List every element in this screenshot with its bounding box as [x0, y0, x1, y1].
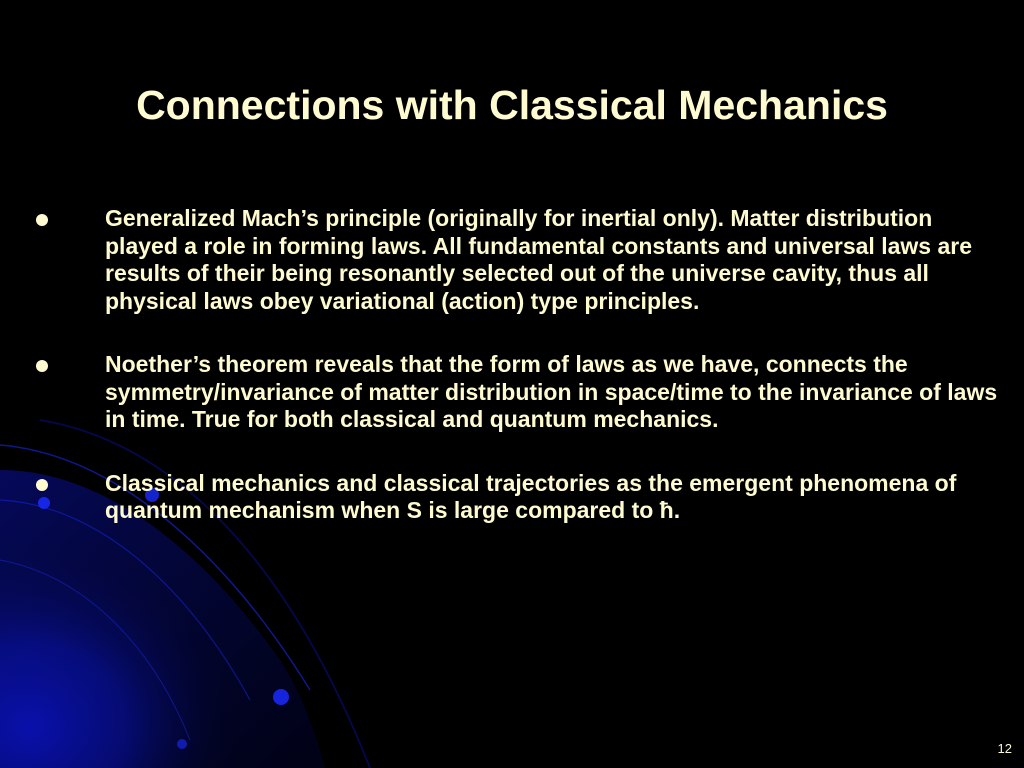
bullet-list — [0, 205, 1024, 525]
bullet-item — [0, 351, 1024, 434]
bullet-dot-icon — [36, 360, 48, 372]
slide-number: 12 — [997, 741, 1012, 756]
bullet-text: Classical mechanics and classical trajectories as the emergent phenomena of quantum mechanism when S is large compared to ħ. — [105, 469, 957, 523]
bullet-item — [0, 470, 1024, 525]
bullet-item — [0, 205, 1024, 315]
bullet-dot-icon — [36, 214, 48, 226]
bullet-dot-icon — [36, 479, 48, 491]
slide-title: Connections with Classical Mechanics — [136, 82, 888, 128]
bullet-text: Noether’s theorem reveals that the form of laws as we have, connects the symmetry/invariance of matter distribution in space/time to the invariance of laws in time. True for both classical and quantum mechanics. — [105, 351, 998, 432]
bullet-text: Generalized Mach’s principle (originally for inertial only). Matter distribution played a role in forming laws. All fundamental constants and universal laws are results of their being resonantly selected out of the universe cavity, thus all physical laws obey variational (action) type principles. — [105, 205, 972, 314]
